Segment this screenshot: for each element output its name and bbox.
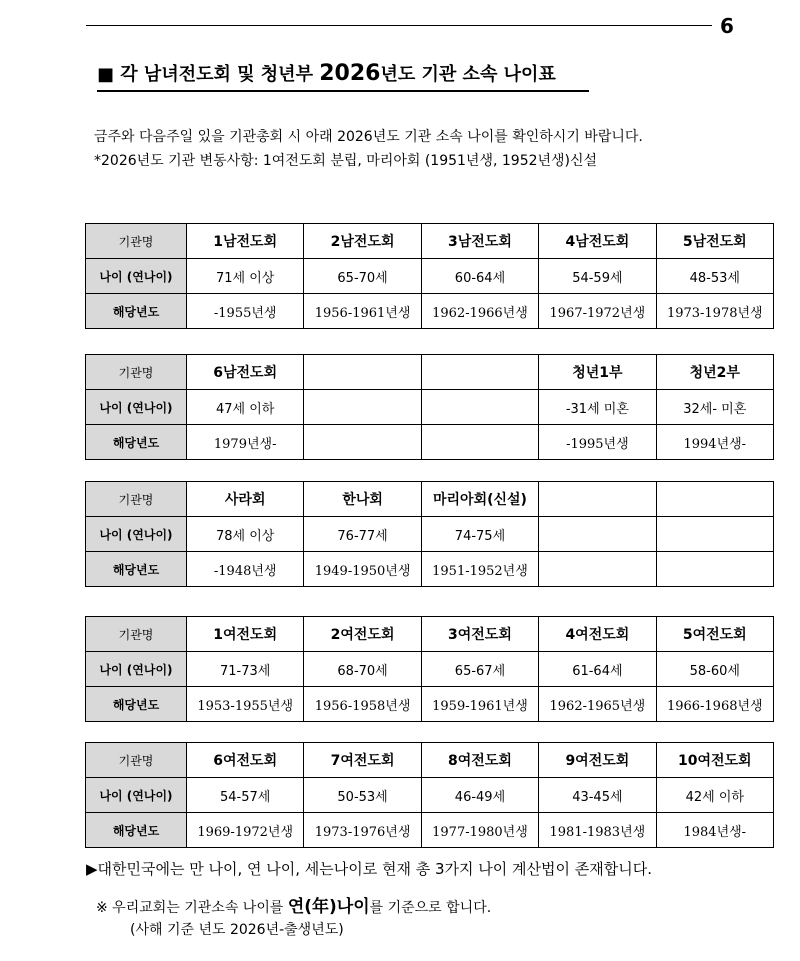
age-table-5: [85, 742, 774, 848]
name-cell: 6여전도회: [187, 743, 304, 778]
row-label-year: 해당년도: [86, 813, 187, 848]
age-row: [86, 778, 774, 813]
name-cell: 청년2부: [656, 355, 773, 390]
year-cell: [656, 552, 773, 587]
name-cell: [304, 355, 421, 390]
year-cell: 1973-1976년생: [304, 813, 421, 848]
year-cell: 1962-1965년생: [539, 687, 656, 722]
age-cell: 71-73세: [187, 652, 304, 687]
year-cell: 1951-1952년생: [421, 552, 538, 587]
age-cell: [539, 517, 656, 552]
year-row: [86, 687, 774, 722]
age-cell: 58-60세: [656, 652, 773, 687]
year-cell: 1967-1972년생: [539, 294, 656, 329]
row-label-year: 해당년도: [86, 552, 187, 587]
year-row: [86, 552, 774, 587]
year-cell: 1994년생-: [656, 425, 773, 460]
age-row: [86, 517, 774, 552]
age-cell: -31세 미혼: [539, 390, 656, 425]
name-cell: 6남전도회: [187, 355, 304, 390]
year-cell: 1969-1972년생: [187, 813, 304, 848]
age-cell: 50-53세: [304, 778, 421, 813]
year-cell: 1959-1961년생: [421, 687, 538, 722]
age-cell: 74-75세: [421, 517, 538, 552]
age-cell: 78세 이상: [187, 517, 304, 552]
year-cell: 1962-1966년생: [421, 294, 538, 329]
name-cell: 2남전도회: [304, 224, 421, 259]
row-label-age: 나이 (연나이): [86, 390, 187, 425]
age-cell: 54-57세: [187, 778, 304, 813]
name-cell: 한나회: [304, 482, 421, 517]
note-age-basis-suffix: 를 기준으로 합니다.: [369, 900, 492, 916]
note-age-basis: [96, 892, 491, 917]
age-cell: 68-70세: [304, 652, 421, 687]
year-cell: 1973-1978년생: [656, 294, 773, 329]
note-age-methods: ▶대한민국에는 만 나이, 연 나이, 세는나이로 현재 총 3가지 나이 계산법이 존재합니다.: [86, 860, 653, 878]
year-row: [86, 813, 774, 848]
year-row: [86, 425, 774, 460]
age-cell: 43-45세: [539, 778, 656, 813]
age-cell: 47세 이하: [187, 390, 304, 425]
age-row: [86, 390, 774, 425]
name-cell: 5여전도회: [656, 617, 773, 652]
name-row: [86, 355, 774, 390]
age-cell: 60-64세: [421, 259, 538, 294]
year-cell: [539, 552, 656, 587]
name-cell: 10여전도회: [656, 743, 773, 778]
name-cell: 3남전도회: [421, 224, 538, 259]
name-cell: 8여전도회: [421, 743, 538, 778]
age-cell: 32세- 미혼: [656, 390, 773, 425]
row-label-age: 나이 (연나이): [86, 652, 187, 687]
row-label-year: 해당년도: [86, 687, 187, 722]
age-cell: 42세 이하: [656, 778, 773, 813]
intro-line-1: 금주와 다음주일 있을 기관총회 시 아래 2026년도 기관 소속 나이를 확인하시기 바랍니다.: [94, 129, 643, 145]
age-cell: 76-77세: [304, 517, 421, 552]
age-row: [86, 652, 774, 687]
year-cell: 1953-1955년생: [187, 687, 304, 722]
year-cell: 1956-1961년생: [304, 294, 421, 329]
year-cell: 1977-1980년생: [421, 813, 538, 848]
age-table-2: [85, 354, 774, 460]
age-cell: 48-53세: [656, 259, 773, 294]
row-label-year: 해당년도: [86, 425, 187, 460]
name-cell: 마리아회(신설): [421, 482, 538, 517]
name-cell: [421, 355, 538, 390]
page-number: 6: [720, 14, 734, 38]
name-cell: 청년1부: [539, 355, 656, 390]
row-label-age: 나이 (연나이): [86, 517, 187, 552]
name-row: [86, 482, 774, 517]
year-cell: [421, 425, 538, 460]
age-cell: 65-70세: [304, 259, 421, 294]
name-cell: 사라회: [187, 482, 304, 517]
age-table-1: [85, 223, 774, 329]
year-cell: 1984년생-: [656, 813, 773, 848]
top-rule: [86, 25, 712, 26]
year-cell: -1948년생: [187, 552, 304, 587]
row-label-name: 기관명: [86, 743, 187, 778]
title-prefix: ■ 각 남녀전도회 및 청년부: [97, 64, 320, 85]
row-label-name: 기관명: [86, 482, 187, 517]
age-cell: [421, 390, 538, 425]
name-cell: 1남전도회: [187, 224, 304, 259]
age-table-3: [85, 481, 774, 587]
note-age-basis-emphasis: 연(年)나이: [287, 897, 370, 917]
row-label-name: 기관명: [86, 617, 187, 652]
name-cell: 1여전도회: [187, 617, 304, 652]
name-cell: [539, 482, 656, 517]
title-suffix: 년도 기관 소속 나이표: [380, 64, 556, 85]
note-formula: (사해 기준 년도 2026년-출생년도): [130, 922, 344, 938]
name-cell: 4남전도회: [539, 224, 656, 259]
year-cell: [304, 425, 421, 460]
intro-line-2: *2026년도 기관 변동사항: 1여전도회 분립, 마리아회 (1951년생, 1952년생)신설: [94, 153, 598, 169]
age-cell: [656, 517, 773, 552]
year-cell: 1956-1958년생: [304, 687, 421, 722]
row-label-age: 나이 (연나이): [86, 259, 187, 294]
year-cell: -1955년생: [187, 294, 304, 329]
age-cell: 46-49세: [421, 778, 538, 813]
age-cell: 65-67세: [421, 652, 538, 687]
age-row: [86, 259, 774, 294]
intro-text: [94, 125, 643, 173]
name-cell: 7여전도회: [304, 743, 421, 778]
year-cell: 1966-1968년생: [656, 687, 773, 722]
year-cell: -1995년생: [539, 425, 656, 460]
name-cell: 4여전도회: [539, 617, 656, 652]
row-label-name: 기관명: [86, 355, 187, 390]
row-label-age: 나이 (연나이): [86, 778, 187, 813]
page-title: [97, 60, 589, 92]
row-label-name: 기관명: [86, 224, 187, 259]
title-year: 2026: [319, 61, 381, 86]
age-cell: 61-64세: [539, 652, 656, 687]
age-cell: [304, 390, 421, 425]
age-table-4: [85, 616, 774, 722]
year-row: [86, 294, 774, 329]
year-cell: 1949-1950년생: [304, 552, 421, 587]
name-cell: [656, 482, 773, 517]
age-cell: 54-59세: [539, 259, 656, 294]
name-cell: 2여전도회: [304, 617, 421, 652]
name-row: [86, 224, 774, 259]
year-cell: 1979년생-: [187, 425, 304, 460]
name-cell: 3여전도회: [421, 617, 538, 652]
note-age-basis-prefix: ※ 우리교회는 기관소속 나이를: [96, 900, 288, 916]
name-row: [86, 743, 774, 778]
name-cell: 5남전도회: [656, 224, 773, 259]
row-label-year: 해당년도: [86, 294, 187, 329]
year-cell: 1981-1983년생: [539, 813, 656, 848]
age-cell: 71세 이상: [187, 259, 304, 294]
name-cell: 9여전도회: [539, 743, 656, 778]
name-row: [86, 617, 774, 652]
